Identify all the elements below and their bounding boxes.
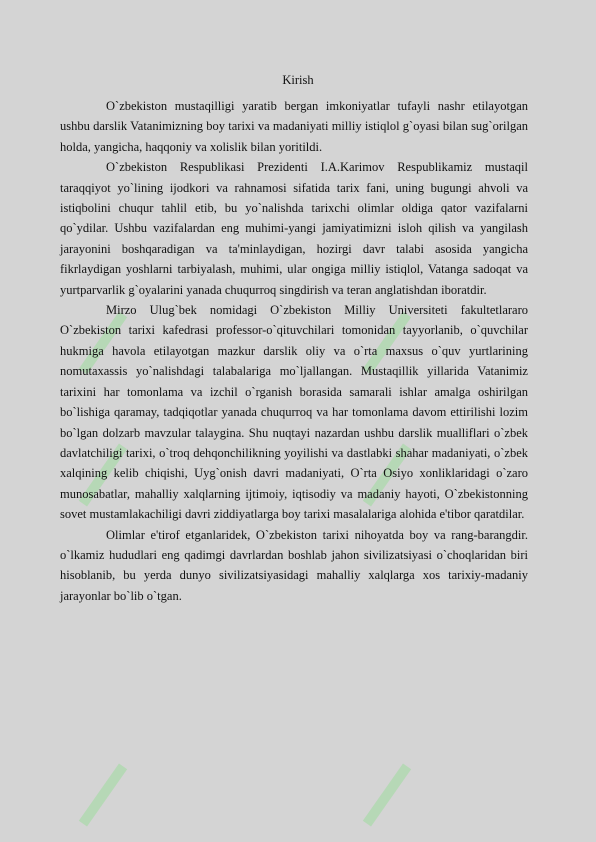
- paragraph: O`zbekiston Respublikasi Prezidenti I.A.Karimov Respublikamiz mustaqil taraqqiyot yo`lining ijodkori va rahnamosi sifatida tarix fani, uning bugungi ahvoli va istiqbolini chuqur tahlil etib, bu yo`nalishda tarixchi olimlar oldiga qator vazifalarni qo`ydilar. Ushbu vazifalardan eng muhimi-yangi jamiyatimizni isloh qilish va yangilash jarayonini boshqaradigan va ta'minlaydigan, hozirgi davr talabi asosida yangicha fikrlaydigan yoshlarni tarbiyalash, muhimi, ular ongiga milliy istiqlol, Vatanga sadoqat va yurtparvarlik g`oyalarini yanada chuqurroq singdirish va teran anglatishdan iboratdir.: [60, 160, 528, 297]
- paragraph: Mirzo Ulug`bek nomidagi O`zbekiston Milliy Universiteti fakultetlararo O`zbekiston tarixi kafedrasi professor-o`qituvchilari tomonidan tayyorlanib, o`quvchilar hukmiga havola etilayotgan mazkur darslik oliy va o`rta maxsus o`quv yurtlarining nomutaxassis yo`nalishdagi talabalariga mo`ljallangan. Mustaqillik yillarida Vatanimiz tarixini har tomonlama va izchil o`rganish borasida samarali ishlar amalga oshirilgan bo`lishiga qaramay, tadqiqotlar yanada chuqurroq va har tomonlama davom ettirilishi lozim bo`lgan dolzarb mavzular talaygina. Shu nuqtayi nazardan ushbu darslik mualliflari o`zbek davlatchiligi tarixi, o`troq dehqonchilikning yoyilishi va dastlabki shahar madaniyati, o`zbek xalqining kelib chiqishi, Uyg`onish davri madaniyati, O`rta Osiyo xonliklaridagi o`zaro munosabatlar, mahalliy xalqlarning ijtimoiy, iqtisodiy va madaniy hayoti, O`zbekistonning sovet mustamlakachiligi davri ziddiyatlarga boy tarixi masalalariga alohida e'tibor qaratdilar.: [60, 303, 528, 522]
- paragraph: Olimlar e'tirof etganlaridek, O`zbekiston tarixi nihoyatda boy va rang-barangdir. o`lkamiz hududlari eng qadimgi davrlardan boshlab jahon sivilizatsiyasi o`choqlaridan biri hisoblanib, bu yerda dunyo sivilizatsiyasidagi mahalliy xalqlarga xos tarixiy-madaniy jarayonlar bo`lib o`tgan.: [60, 527, 528, 603]
- watermark-stripe: [79, 763, 127, 826]
- page-title: Kirish: [282, 73, 314, 87]
- watermark-stripe: [363, 763, 411, 826]
- document-body: [60, 96, 528, 606]
- paragraph: O`zbekiston mustaqilligi yaratib bergan imkoniyatlar tufayli nashr etilayotgan ushbu darslik Vatanimizning boy tarixi va madaniyati milliy istiqlol g`oyasi bilan sug`orilgan holda, yangicha, haqqoniy va xolislik bilan yoritildi.: [60, 99, 528, 154]
